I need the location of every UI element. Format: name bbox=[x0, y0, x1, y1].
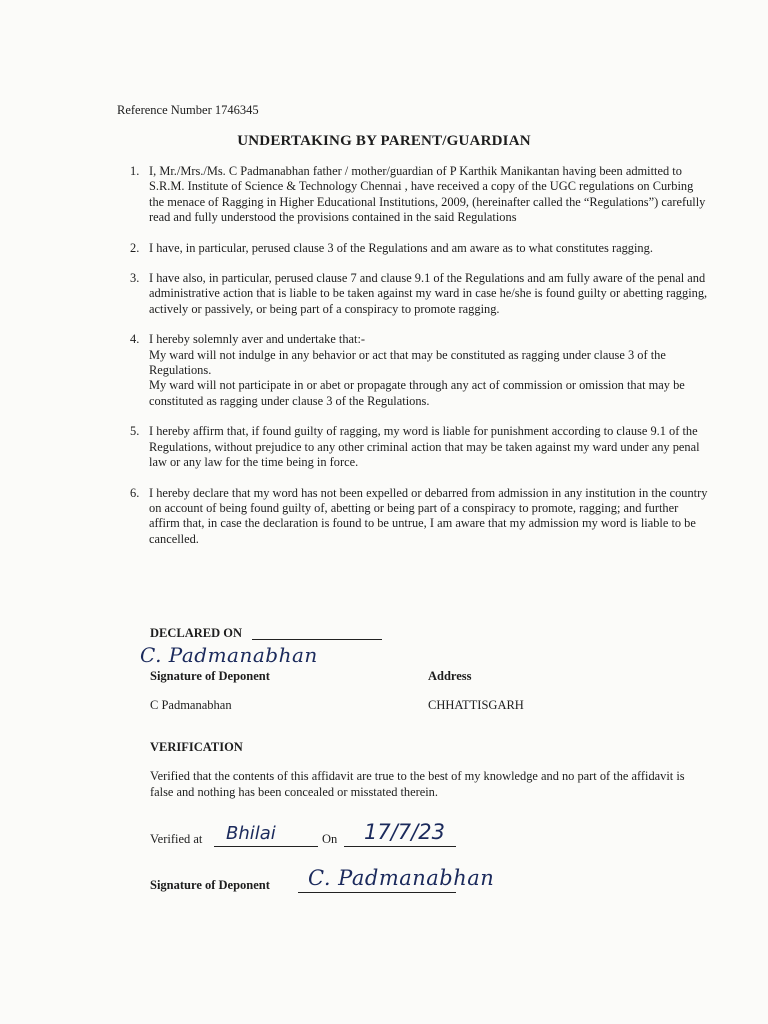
verified-at-label: Verified at bbox=[150, 832, 203, 846]
clause-number: 6. bbox=[130, 485, 140, 500]
final-signature-label: Signature of Deponent bbox=[150, 878, 270, 892]
clause-paragraph: I have also, in particular, perused clause 7 and clause 9.1 of the Regulations and am fully aware of the penal and administrative action that is liable to be taken against my ward in case he/she is found guilty or abetting ragging, actively or passively, or being part of a conspiracy to promote ragging. bbox=[149, 271, 708, 316]
verification-text: Verified that the contents of this affidavit are true to the best of my knowledge and no part of the affidavit is false and nothing has been concealed or misstated therein. bbox=[150, 769, 685, 799]
deponent-name: C Padmanabhan bbox=[150, 698, 232, 712]
clause-paragraph: My ward will not indulge in any behavior or act that may be constituted as ragging under clause 3 of the Regulations. bbox=[149, 347, 666, 378]
on-label: On bbox=[322, 832, 338, 846]
clause-number: 2. bbox=[130, 240, 140, 255]
clause-number: 4. bbox=[130, 332, 140, 347]
verification-heading: VERIFICATION bbox=[150, 740, 243, 754]
clause-item bbox=[130, 241, 710, 256]
clause-paragraph: I hereby solemnly aver and undertake that:- bbox=[149, 332, 366, 347]
clause-number: 5. bbox=[130, 424, 140, 439]
final-signature-line bbox=[298, 892, 456, 893]
clause-paragraph: I hereby declare that my word has not been expelled or debarred from admission in any institution in the country on account of being found guilty of, abetting or being part of a conspiracy to promote, ragging; and further affirm that, in case the declaration is found to be untrue, I am aware that my admission my word is liable to be cancelled. bbox=[149, 485, 708, 546]
on-line bbox=[344, 846, 456, 847]
clause-body bbox=[149, 332, 710, 409]
clause-body bbox=[149, 424, 710, 470]
clause-item bbox=[130, 332, 710, 409]
signature-of-deponent-label: Signature of Deponent bbox=[150, 669, 270, 683]
clause-paragraph: I have, in particular, perused clause 3 of the Regulations and am aware as to what constitutes ragging. bbox=[149, 240, 653, 255]
document-title: UNDERTAKING BY PARENT/GUARDIAN bbox=[237, 133, 531, 149]
reference-number: Reference Number 1746345 bbox=[117, 103, 259, 117]
clause-item bbox=[130, 424, 710, 470]
verified-at-value: Bhilai bbox=[226, 823, 276, 844]
clause-number: 3. bbox=[130, 271, 140, 286]
verified-at-line bbox=[214, 846, 318, 847]
on-value: 17/7/23 bbox=[364, 820, 445, 844]
clause-body bbox=[149, 271, 710, 317]
declared-on-label: DECLARED ON bbox=[150, 626, 243, 640]
clause-paragraph: I hereby affirm that, if found guilty of ragging, my word is liable for punishment according to clause 9.1 of the Regulations, without prejudice to any other criminal action that may be taken against my ward under any penal law or any law for the time being in force. bbox=[149, 424, 700, 470]
clause-list bbox=[130, 164, 710, 562]
clause-body bbox=[149, 241, 710, 256]
address-value: CHHATTISGARH bbox=[428, 698, 524, 712]
deponent-signature-handwritten: C. Padmanabhan bbox=[140, 643, 318, 667]
clause-item bbox=[130, 271, 710, 317]
declared-on-line bbox=[252, 639, 382, 640]
clause-item bbox=[130, 486, 710, 548]
clause-body bbox=[149, 164, 710, 226]
clause-paragraph: I, Mr./Mrs./Ms. C Padmanabhan father / mother/guardian of P Karthik Manikantan having been admitted to S.R.M. Institute of Science & Technology Chennai , have received a copy of the UGC regulations on Curbing the menace of Ragging in Higher Educational Institutions, 2009, (hereinafter called the “Regulations”) carefully read and fully understood the provisions contained in the said Regulations bbox=[149, 164, 706, 225]
clause-item bbox=[130, 164, 710, 226]
address-label: Address bbox=[428, 669, 472, 683]
clause-body bbox=[149, 486, 710, 548]
clause-number: 1. bbox=[130, 164, 140, 178]
clause-paragraph: My ward will not participate in or abet or propagate through any act of commission or omission that may be constituted as ragging under clause 3 of the Regulations. bbox=[149, 378, 685, 408]
final-signature-handwritten: C. Padmanabhan bbox=[308, 866, 495, 890]
